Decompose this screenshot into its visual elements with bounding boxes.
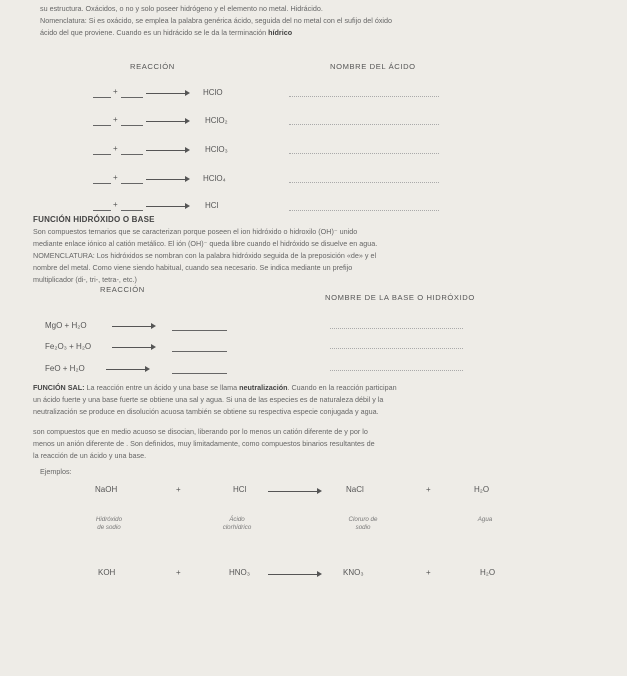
reactant-blank[interactable] xyxy=(121,210,143,211)
reaction-arrow xyxy=(112,326,154,327)
base-reactants: MgO + H₂O xyxy=(45,321,87,330)
product-blank[interactable] xyxy=(172,351,227,352)
reactant-blank[interactable] xyxy=(121,183,143,184)
acid-name-blank[interactable] xyxy=(289,210,439,211)
hydroxide-paragraph-1: Son compuestos ternarios que se caracterizan porque poseen el ion hidróxido o hidroxilo (OH)⁻ unido xyxy=(33,227,358,236)
acid-formula: HClO₃ xyxy=(205,145,228,154)
plus-sign: + xyxy=(113,173,118,182)
reactant-blank[interactable] xyxy=(121,97,143,98)
reactant-blank[interactable] xyxy=(93,97,111,98)
examples-label: Ejemplos: xyxy=(40,467,72,476)
base-reactants: Fe₂O₃ + H₂O xyxy=(45,342,92,351)
plus-sign: + xyxy=(113,87,118,96)
reaction-arrow xyxy=(146,93,188,94)
plus-sign: + xyxy=(113,200,118,209)
reactant-blank[interactable] xyxy=(121,125,143,126)
hydroxide-paragraph-3: NOMENCLATURA: Los hidróxidos se nombran con la palabra hidróxido seguida de la preposición «de» y el xyxy=(33,251,377,260)
reaction-arrow xyxy=(106,369,148,370)
acid-formula: HClO₄ xyxy=(203,174,226,183)
base-name-blank[interactable] xyxy=(330,348,463,349)
acid-name-blank[interactable] xyxy=(289,153,439,154)
acid-formula: HCl xyxy=(233,485,247,494)
salt-paragraph-6: la reacción de un ácido y una base. xyxy=(33,451,147,460)
intro-line-3: ácido del que proviene. Cuando es un hidrácido se le da la terminación hídrico xyxy=(40,28,293,37)
salt-name: Cloruro de sodio xyxy=(348,516,378,531)
hydroxide-title: FUNCIÓN HIDRÓXIDO O BASE xyxy=(33,215,155,224)
reactant-blank[interactable] xyxy=(93,183,111,184)
salt-paragraph-2: un ácido fuerte y una base fuerte se obtiene una sal y agua. Si una de las especies es de naturaleza débil y la xyxy=(33,395,384,404)
plus-sign: + xyxy=(426,568,431,577)
base-name-blank[interactable] xyxy=(330,370,463,371)
acid-formula: HCl xyxy=(205,201,219,210)
base-reactants: FeO + H₂O xyxy=(45,364,85,373)
salt-paragraph-5: menos un anión diferente de . Son definidos, muy limitadamente, como compuestos binarios resultantes de xyxy=(33,439,375,448)
reactant-blank[interactable] xyxy=(93,125,111,126)
water-formula: H₂O xyxy=(480,568,496,577)
reactant-blank[interactable] xyxy=(93,154,111,155)
intro-line-2: Nomenclatura: Si es oxácido, se emplea la palabra genérica ácido, seguida del no metal con el sufijo del óxido xyxy=(40,16,392,25)
plus-sign: + xyxy=(176,485,181,494)
acid-name-header: NOMBRE DEL ÁCIDO xyxy=(330,62,416,71)
water-formula: H₂O xyxy=(474,485,490,494)
acid-name-blank[interactable] xyxy=(289,124,439,125)
hydroxide-paragraph-2: mediante enlace iónico al catión metálico. El ión (OH)⁻ queda libre cuando el hidróxido se disuelve en agua. xyxy=(33,239,378,248)
acid-formula: HClO xyxy=(203,88,223,97)
hydroxide-paragraph-5: multiplicador (di-, tri-, tetra-, etc.) xyxy=(33,275,137,284)
plus-sign: + xyxy=(176,568,181,577)
product-blank[interactable] xyxy=(172,330,227,331)
acid-formula: HNO₃ xyxy=(229,568,251,577)
salt-paragraph-1: FUNCIÓN SAL: La reacción entre un ácido y una base se llama neutralización. Cuando en la reacción participan xyxy=(33,383,397,392)
salt-formula: KNO₃ xyxy=(343,568,364,577)
salt-paragraph-4: son compuestos que en medio acuoso se disocian, liberando por lo menos un catión diferente de y por lo xyxy=(33,427,368,436)
reaction-arrow xyxy=(146,121,188,122)
salt-formula: NaCl xyxy=(346,485,364,494)
reaction-arrow xyxy=(146,179,188,180)
reaction-arrow xyxy=(268,574,320,575)
acid-reaction-header: REACCIÓN xyxy=(130,62,175,71)
base-reaction-header: REACCIÓN xyxy=(100,285,145,294)
acid-name-blank[interactable] xyxy=(289,96,439,97)
acid-name-blank[interactable] xyxy=(289,182,439,183)
acid-name: Ácido clorhídrico xyxy=(222,516,252,531)
plus-sign: + xyxy=(113,115,118,124)
base-name-blank[interactable] xyxy=(330,328,463,329)
salt-paragraph-3: neutralización se produce en disolución acuosa también se obtiene su respectiva especie conjugada y agua. xyxy=(33,407,379,416)
plus-sign: + xyxy=(426,485,431,494)
reaction-arrow xyxy=(146,150,188,151)
product-blank[interactable] xyxy=(172,373,227,374)
acid-formula: HClO₂ xyxy=(205,116,228,125)
base-formula: NaOH xyxy=(95,485,118,494)
reaction-arrow xyxy=(268,491,320,492)
reactant-blank[interactable] xyxy=(93,210,111,211)
hydroxide-paragraph-4: nombre del metal. Como viene siendo habitual, cuando sea necesario. Se indica mediante un prefijo xyxy=(33,263,353,272)
reaction-arrow xyxy=(146,206,188,207)
base-formula: KOH xyxy=(98,568,116,577)
reactant-blank[interactable] xyxy=(121,154,143,155)
plus-sign: + xyxy=(113,144,118,153)
reaction-arrow xyxy=(112,347,154,348)
intro-line-1: su estructura. Oxácidos, o no y solo poseer hidrógeno y el elemento no metal. Hidrácido. xyxy=(40,4,323,13)
water-name: Agua xyxy=(477,516,493,523)
base-name: Hidróxido de sodio xyxy=(95,516,123,531)
base-name-header: NOMBRE DE LA BASE O HIDRÓXIDO xyxy=(325,293,475,302)
